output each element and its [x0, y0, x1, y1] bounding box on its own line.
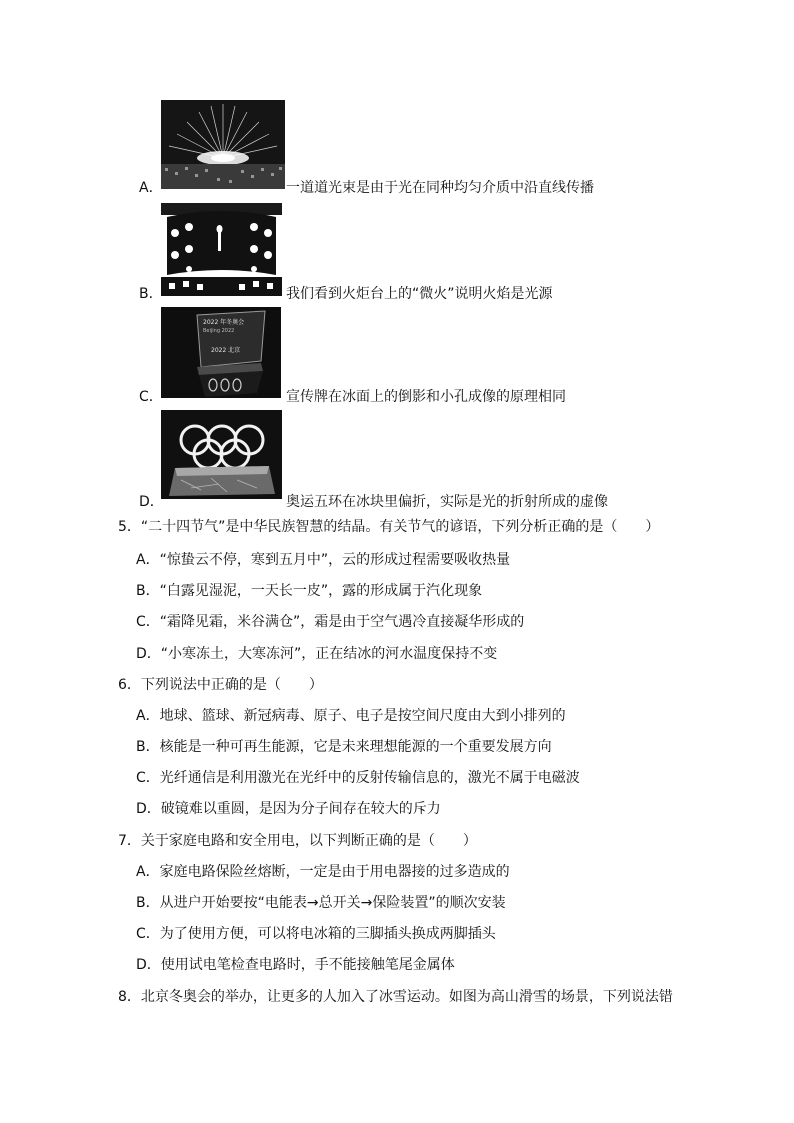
choice-6d: D．破镜难以重圆，是因为分子间存在较大的斥力	[136, 801, 441, 817]
torch-stage-photo	[161, 203, 282, 296]
light-beams-photo	[161, 100, 285, 189]
option-letter: D．	[139, 494, 164, 510]
sign-line: 2022 北京	[211, 347, 241, 354]
choice-5d: D．“小寒冻土，大寒冻河”，正在结冰的河水温度保持不变	[136, 646, 498, 662]
option-letter: B．	[139, 286, 163, 302]
ice-sign-photo	[161, 307, 281, 398]
choice-7d: D．使用试电笔检查电路时，手不能接触笔尾金属体	[136, 957, 455, 973]
choice-5a: A．“惊蛰云不停，寒到五月中”，云的形成过程需要吸收热量	[136, 552, 511, 568]
option-b	[0, 203, 794, 303]
option-letter: C．	[139, 389, 163, 405]
option-text: 奥运五环在冰块里偏折，实际是光的折射所成的虚像	[286, 494, 608, 510]
choice-7b: B．从进户开始要按“电能表→总开关→保险装置”的顺次安装	[136, 895, 506, 911]
choice-7c: C．为了使用方便，可以将电冰箱的三脚插头换成两脚插头	[136, 926, 496, 942]
choice-5b: B．“白露见湿泥，一天长一皮”，露的形成属于汽化现象	[136, 583, 483, 599]
choice-5c: C．“霜降见霜，米谷满仓”，霜是由于空气遇冷直接凝华形成的	[136, 614, 525, 630]
choice-6c: C．光纤通信是利用激光在光纤中的反射传输信息的，激光不属于电磁波	[136, 770, 580, 786]
question-5-stem: 5．“二十四节气”是中华民族智慧的结晶。有关节气的谚语，下列分析正确的是（ ）	[118, 519, 660, 535]
choice-6a: A．地球、篮球、新冠病毒、原子、电子是按空间尺度由大到小排列的	[136, 708, 566, 724]
question-8-stem: 8．北京冬奥会的举办，让更多的人加入了冰雪运动。如图为高山滑雪的场景，下列说法错	[118, 989, 673, 1005]
question-7-stem: 7．关于家庭电路和安全用电，以下判断正确的是（ ）	[118, 833, 477, 849]
option-letter: A．	[139, 180, 163, 196]
option-c	[0, 307, 794, 407]
option-text: 一道道光束是由于光在同种均匀介质中沿直线传播	[286, 180, 594, 196]
choice-6b: B．核能是一种可再生能源，它是未来理想能源的一个重要发展方向	[136, 739, 552, 755]
olympic-rings-photo	[161, 410, 282, 499]
question-6-stem: 6．下列说法中正确的是（ ）	[118, 677, 323, 693]
sign-line: Beijing 2022	[203, 328, 235, 334]
option-a	[0, 100, 794, 200]
option-text: 我们看到火炬台上的“微火”说明火焰是光源	[286, 286, 553, 302]
option-text: 宣传牌在冰面上的倒影和小孔成像的原理相同	[286, 389, 566, 405]
option-d	[0, 410, 794, 510]
sign-line: 2022 年冬奥会	[203, 319, 245, 326]
choice-7a: A．家庭电路保险丝熔断，一定是由于用电器接的过多造成的	[136, 864, 510, 880]
